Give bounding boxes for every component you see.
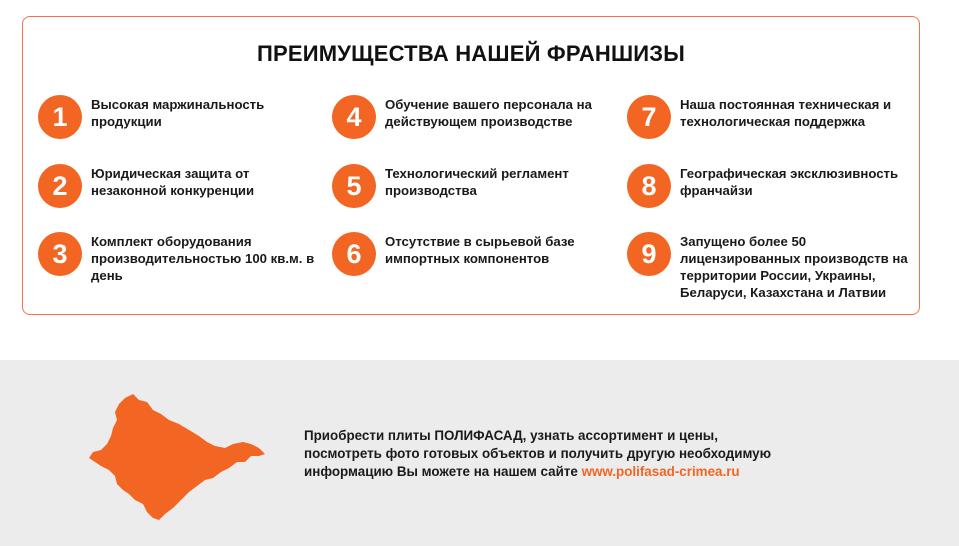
advantage-item-9: [627, 232, 908, 301]
advantage-text: Отсутствие в сырьевой базе импортных компонентов: [385, 234, 575, 266]
advantage-text: Географическая эксклюзивность франчайзи: [680, 166, 899, 198]
advantage-item-6: [332, 232, 575, 276]
website-link[interactable]: www.polifasad-crimea.ru: [581, 464, 740, 479]
advantage-item-4: [332, 95, 592, 139]
advantage-item-8: [627, 164, 898, 208]
advantage-item-3: [38, 232, 314, 284]
contact-info-text: Приобрести плиты ПОЛИФАСАД, узнать ассортимент и цены, посмотреть фото готовых объектов и получить другую необходимую информацию Вы можете на нашем сайте www.polifasad-crimea.ru: [304, 428, 772, 479]
advantage-number-badge: 3: [38, 232, 82, 276]
advantage-text: Комплект оборудования производительностью 100 кв.м. в день: [91, 234, 315, 283]
advantage-number-badge: 1: [38, 95, 82, 139]
franchise-advantages-card: [22, 16, 920, 315]
advantage-text: Технологический регламент производства: [385, 166, 569, 198]
advantage-item-2: [38, 164, 254, 208]
advantage-text: Юридическая защита от незаконной конкуренции: [91, 166, 255, 198]
crimea-map-icon: [87, 390, 267, 525]
advantage-item-7: [627, 95, 891, 139]
advantage-item-5: [332, 164, 569, 208]
advantage-number-badge: 9: [627, 232, 671, 276]
advantage-number-badge: 2: [38, 164, 82, 208]
advantage-text: Высокая маржинальность продукции: [91, 97, 265, 129]
advantage-text: Обучение вашего персонала на действующем производстве: [385, 97, 592, 129]
advantage-number-badge: 5: [332, 164, 376, 208]
advantage-item-1: [38, 95, 264, 139]
advantage-text: Запущено более 50 лицензированных производств на территории России, Украины, Беларуси, Казахстана и Латвии: [680, 234, 908, 300]
section-title: ПРЕИМУЩЕСТВА НАШЕЙ ФРАНШИЗЫ: [256, 41, 686, 66]
advantage-number-badge: 4: [332, 95, 376, 139]
advantage-number-badge: 8: [627, 164, 671, 208]
advantage-number-badge: 6: [332, 232, 376, 276]
advantage-number-badge: 7: [627, 95, 671, 139]
advantage-text: Наша постоянная техническая и технологическая поддержка: [680, 97, 892, 129]
contact-banner: [0, 360, 959, 546]
